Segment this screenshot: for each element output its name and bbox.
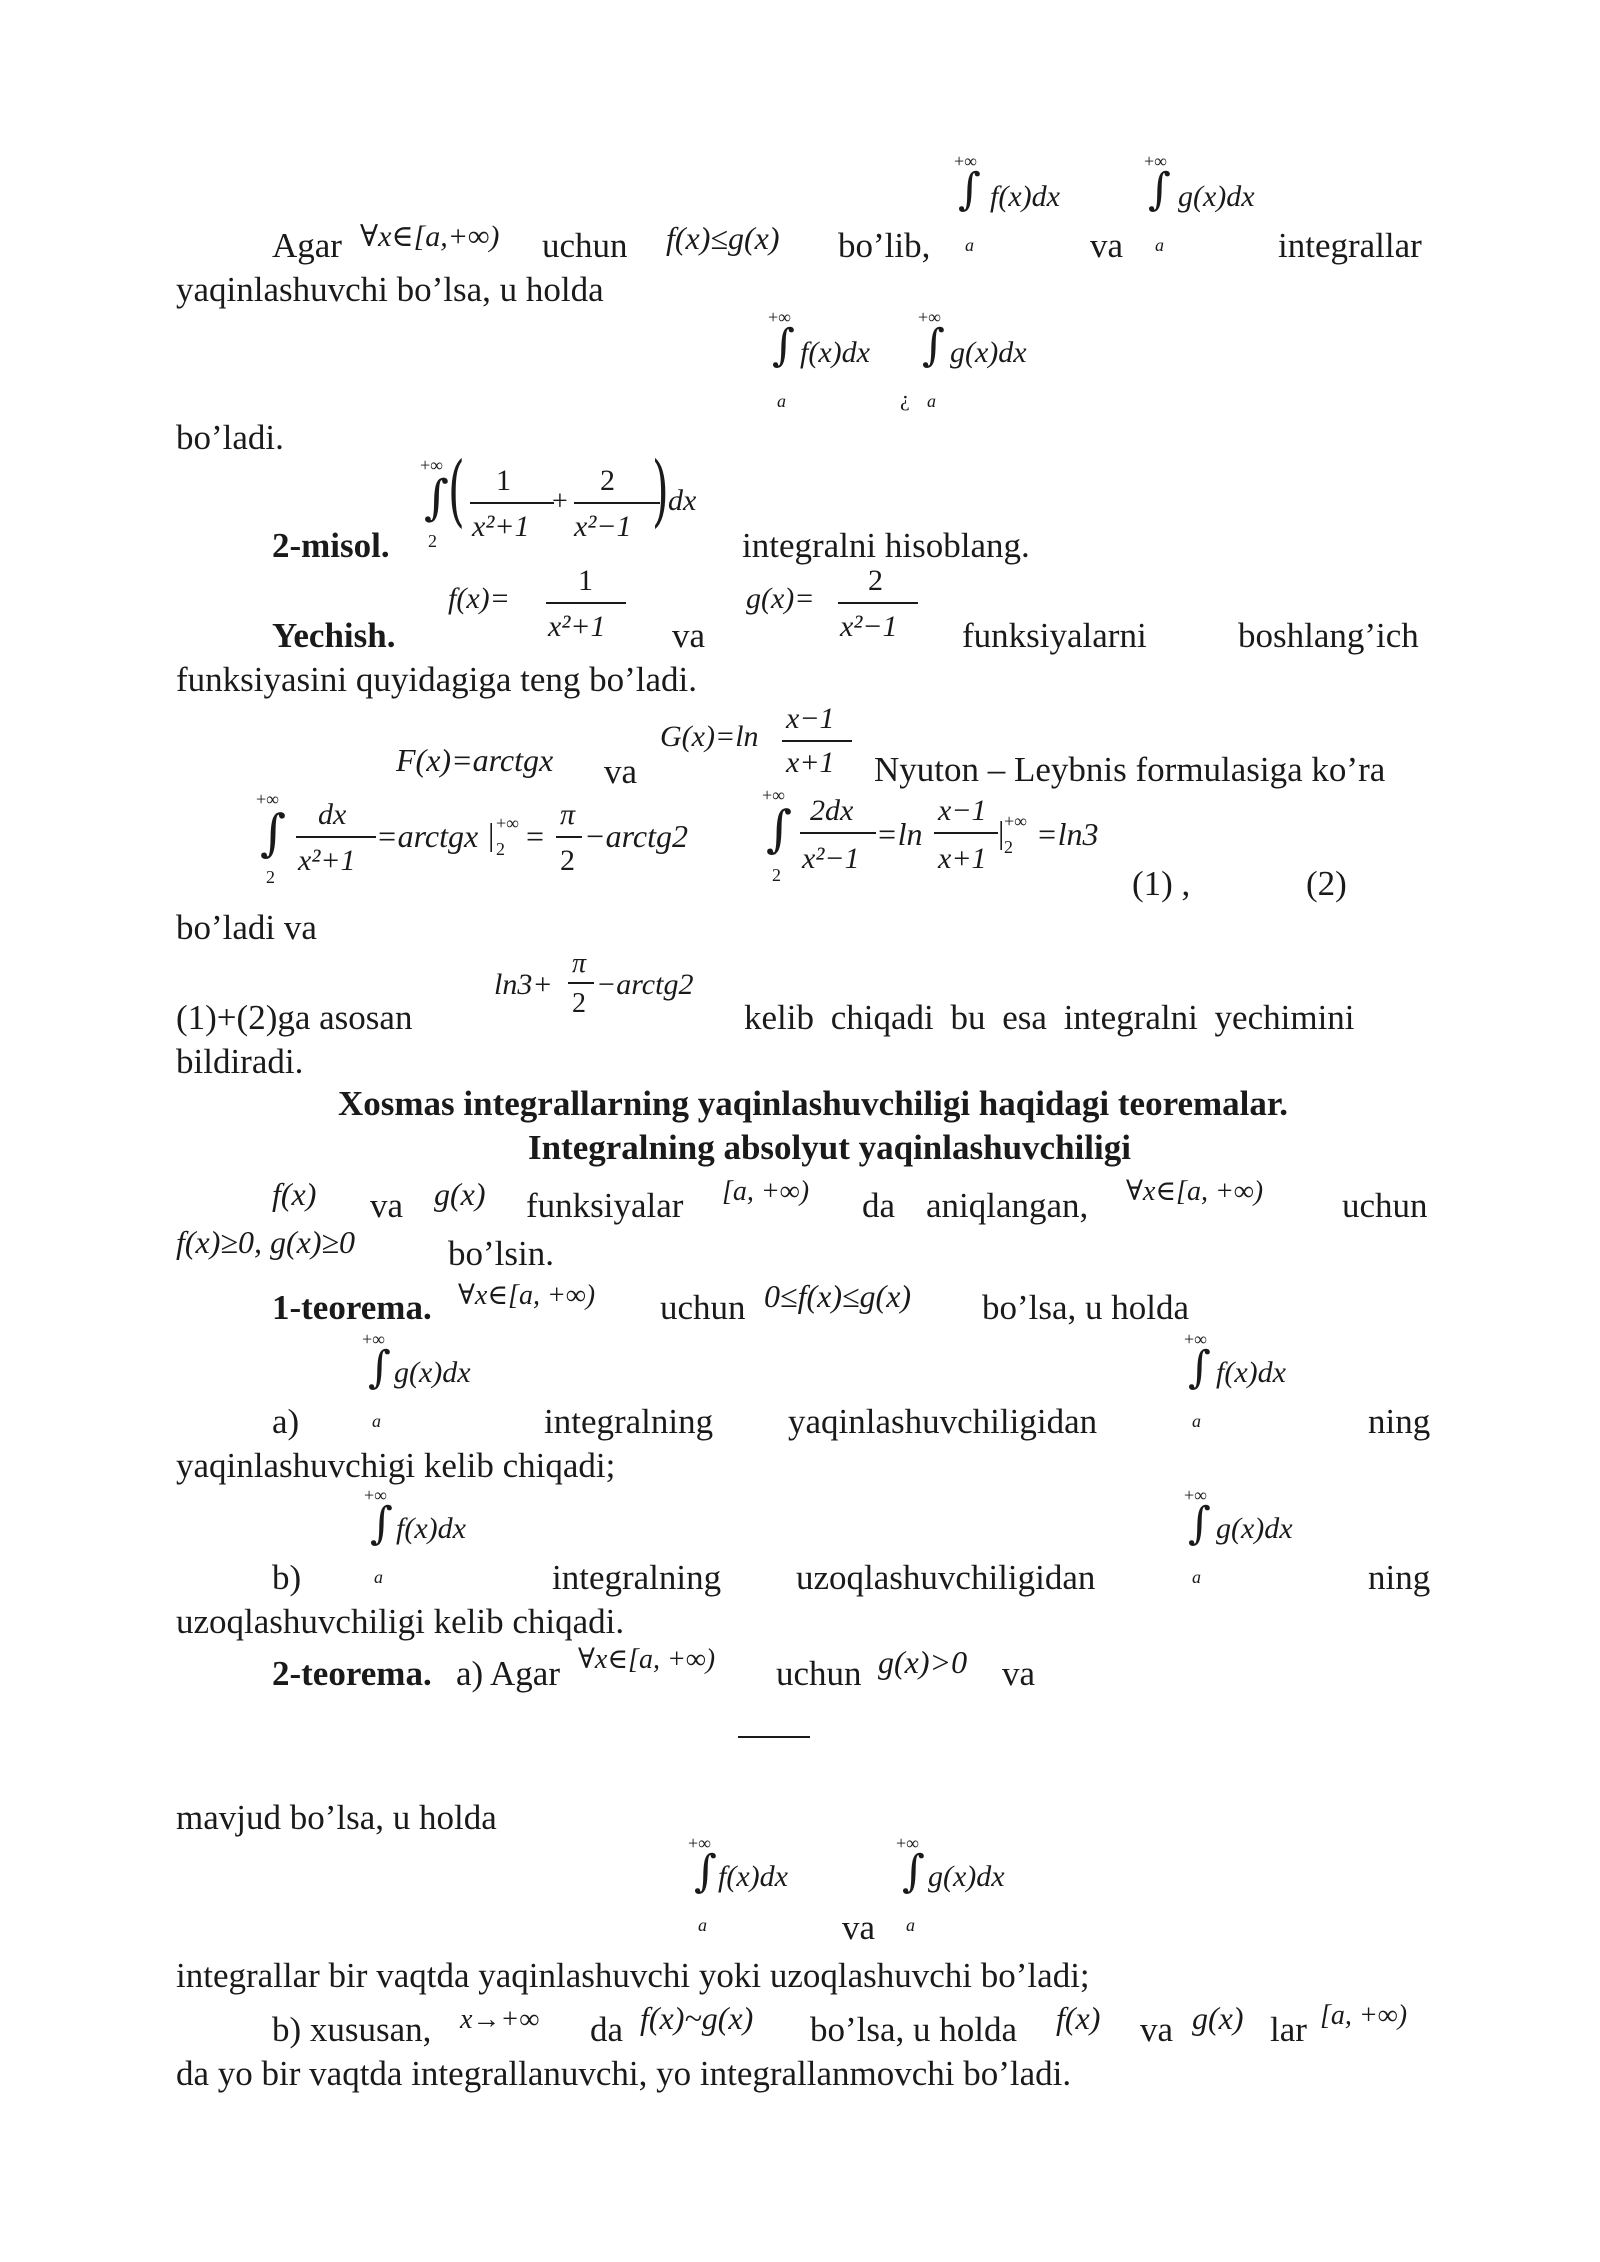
t1-a-ning: ning xyxy=(1368,1402,1431,1441)
integral-sign-icon: ∫ xyxy=(424,470,450,526)
text-va-2: va xyxy=(672,616,706,655)
text-misol-tail: integralni hisoblang. xyxy=(742,526,1030,565)
frac2-line xyxy=(574,502,660,504)
limit-placeholder-line xyxy=(738,1736,810,1738)
text-line-2: yaqinlashuvchi bo’lsa, u holda xyxy=(176,270,604,309)
eq2-fden: x+1 xyxy=(938,842,987,875)
text-yechish-line2: funksiyasini quyidagiga teng bo’ladi. xyxy=(176,660,698,699)
def-funksiyalar: funksiyalar xyxy=(526,1186,684,1225)
lower-limit: a xyxy=(372,1411,381,1431)
integral-sign-icon: ∫ xyxy=(260,804,287,862)
def-bolsin: bo’lsin. xyxy=(448,1234,554,1273)
eq2-ln3: =ln3 xyxy=(1036,816,1099,852)
def-fx: f(x) xyxy=(272,1176,317,1212)
text-integrallar: integrallar xyxy=(1278,226,1422,265)
def-da: da xyxy=(862,1186,896,1225)
result-pi: π xyxy=(572,948,587,979)
result-pi-line xyxy=(568,982,594,984)
t2-cond: g(x)>0 xyxy=(878,1644,968,1680)
t2-b-fx: f(x) xyxy=(1056,2000,1101,2036)
t2-b-va: va xyxy=(1140,2010,1174,2049)
t1-b-ning: ning xyxy=(1368,1558,1431,1597)
t2-b-line2: da yo bir vaqtda integrallanuvchi, yo integrallanmovchi bo’ladi. xyxy=(176,2054,1072,2093)
def-aniqlangan: aniqlangan, xyxy=(926,1186,1089,1225)
upper-limit: +∞ xyxy=(918,307,941,327)
def-interval: [a, +∞) xyxy=(722,1176,810,1207)
eq2-fnum: x−1 xyxy=(938,794,987,827)
integral-sign-icon: ∫ xyxy=(766,800,793,858)
eq2-den: x²−1 xyxy=(802,842,860,875)
lower-limit: a xyxy=(1192,1567,1201,1587)
upper-limit: +∞ xyxy=(896,1833,919,1853)
result-line2: bildiradi. xyxy=(176,1042,304,1081)
t1-b-line2: uzoqlashuvchiligi kelib chiqadi. xyxy=(176,1602,625,1641)
integral-sign-icon: ∫ xyxy=(958,164,981,215)
integral-sign-icon: ∫ xyxy=(368,1342,391,1393)
eq2-tag: (2) xyxy=(1306,864,1347,903)
lower-limit: 2 xyxy=(772,865,781,885)
integrand: f(x)dx xyxy=(990,180,1060,213)
t1-forall: ∀x∈[a, +∞) xyxy=(458,1280,596,1311)
t1-a-line2: yaqinlashuvchigi kelib chiqadi; xyxy=(176,1446,616,1485)
text-va-3: va xyxy=(604,752,638,791)
frac2-den: x²−1 xyxy=(574,510,632,543)
text-va-1: va xyxy=(1090,226,1124,265)
def-forall: ∀x∈[a, +∞) xyxy=(1126,1176,1264,1207)
upper-limit: +∞ xyxy=(364,1485,387,1505)
t2-b-bolsa: bo’lsa, u holda xyxy=(810,2010,1018,2049)
upper-limit: +∞ xyxy=(1184,1485,1207,1505)
label-yechish: Yechish. xyxy=(272,616,396,655)
result-ln3: ln3+ xyxy=(494,968,553,1001)
upper-limit: +∞ xyxy=(768,307,791,327)
integral-sign-icon: ∫ xyxy=(370,1498,393,1549)
eq1-equals: = xyxy=(526,818,545,854)
lower-limit: 2 xyxy=(266,867,275,887)
t2-b-limit: x→+∞ xyxy=(460,2004,540,2035)
t1-cond: 0≤f(x)≤g(x) xyxy=(764,1278,912,1314)
result-two: 2 xyxy=(572,988,586,1019)
t2-b-gx: g(x) xyxy=(1192,2000,1244,2036)
eq2-fline xyxy=(934,832,998,834)
lower-limit: a xyxy=(927,391,936,411)
integral-sign-icon: ∫ xyxy=(1148,164,1171,215)
f-frac-line xyxy=(546,602,626,604)
t1-a-yaqin: yaqinlashuvchiligidan xyxy=(788,1402,1098,1441)
plus-sign: + xyxy=(552,486,568,517)
integrand: g(x)dx xyxy=(394,1356,471,1389)
t2-b-lar: lar xyxy=(1270,2010,1307,2049)
lower-limit: a xyxy=(1155,235,1164,255)
integral-sign-icon: ∫ xyxy=(1188,1498,1211,1549)
G-lhs: G(x)=ln xyxy=(660,720,759,753)
frac1-den: x²+1 xyxy=(472,510,530,543)
integrand: g(x)dx xyxy=(950,336,1027,369)
text-nyuton: Nyuton – Leybnis formulasiga ko’ra xyxy=(874,750,1386,789)
g-den: x²−1 xyxy=(840,610,898,643)
math-forall-1: ∀x∈[a,+∞) xyxy=(360,220,500,253)
upper-limit: +∞ xyxy=(762,785,785,805)
result-prefix: (1)+(2)ga asosan xyxy=(176,998,413,1037)
eq1-frac-line xyxy=(296,836,376,838)
t1-b-integralning: integralning xyxy=(552,1558,722,1597)
upper-limit: +∞ xyxy=(1184,1329,1207,1349)
t1-b-label: b) xyxy=(272,1558,302,1597)
eq1-pi: π xyxy=(560,798,576,831)
t2-b-prefix: b) xususan, xyxy=(272,2010,432,2049)
def-gx: g(x) xyxy=(434,1176,486,1212)
upper-limit: +∞ xyxy=(362,1329,385,1349)
lower-limit: a xyxy=(777,391,786,411)
integral-sign-icon: ∫ xyxy=(772,320,795,371)
eq1-arctg2: −arctg2 xyxy=(584,818,688,854)
def-cond: f(x)≥0, g(x)≥0 xyxy=(176,1224,356,1260)
upper-limit: +∞ xyxy=(1144,151,1167,171)
upper-limit: +∞ xyxy=(954,151,977,171)
F-primitive: F(x)=arctgx xyxy=(396,742,554,778)
lower-limit: a xyxy=(1192,1411,1201,1431)
eq1-bar: | xyxy=(488,816,495,852)
eq2-frac-line xyxy=(800,832,876,834)
eq1-pi-line xyxy=(556,836,582,838)
t2-b-interval: [a, +∞) xyxy=(1320,2000,1408,2031)
heading-absolute: Integralning absolyut yaqinlashuvchiligi xyxy=(528,1128,1131,1167)
text-boladi-va: bo’ladi va xyxy=(176,908,317,947)
eq1-bar-lower: 2 xyxy=(496,839,505,859)
lower-limit: a xyxy=(965,235,974,255)
t2-a: a) Agar xyxy=(456,1654,560,1693)
integrand: f(x)dx xyxy=(800,336,870,369)
math-f-le-g: f(x)≤g(x) xyxy=(666,220,780,256)
text-boladi: bo’ladi. xyxy=(176,418,284,457)
lower-limit: 2 xyxy=(428,531,437,551)
text-funksiyalarni: funksiyalarni xyxy=(962,616,1147,655)
lower-limit: a xyxy=(906,1915,915,1935)
eq2-bar: | xyxy=(998,814,1005,850)
label-teorema-1: 1-teorema. xyxy=(272,1288,432,1327)
t2-va: va xyxy=(1002,1654,1036,1693)
eq2-num: 2dx xyxy=(810,794,854,827)
G-frac-line xyxy=(782,740,852,742)
frac1-line xyxy=(470,502,554,504)
text-boshlangich: boshlang’ich xyxy=(1238,616,1419,655)
t2-b-equiv: f(x)~g(x) xyxy=(640,2000,754,2036)
integral-sign-icon: ∫ xyxy=(902,1846,925,1897)
eq2-ln: =ln xyxy=(876,816,923,852)
g-num: 2 xyxy=(868,564,883,597)
f-lhs: f(x)= xyxy=(448,582,510,615)
integral-sign-icon: ∫ xyxy=(922,320,945,371)
t2-va2: va xyxy=(842,1908,876,1947)
eq2-bar-lower: 2 xyxy=(1004,837,1013,857)
symbol-inverted-question: ¿ xyxy=(900,386,910,411)
frac1-num: 1 xyxy=(496,464,511,497)
t1-a-label: a) xyxy=(272,1402,300,1441)
upper-limit: +∞ xyxy=(688,1833,711,1853)
integrand: g(x)dx xyxy=(928,1860,1005,1893)
heading-theorems: Xosmas integrallarning yaqinlashuvchiligi haqidagi teoremalar. xyxy=(338,1084,1288,1123)
text-bolib: bo’lib, xyxy=(838,226,931,265)
f-den: x²+1 xyxy=(548,610,606,643)
integrand: f(x)dx xyxy=(396,1512,466,1545)
integrand: f(x)dx xyxy=(1216,1356,1286,1389)
integrand: g(x)dx xyxy=(1216,1512,1293,1545)
eq1-num: dx xyxy=(318,798,347,831)
lower-limit: a xyxy=(698,1915,707,1935)
paren-right: ) xyxy=(652,446,669,536)
t1-tail: bo’lsa, u holda xyxy=(982,1288,1190,1327)
f-num: 1 xyxy=(578,564,593,597)
text-agar: Agar xyxy=(272,226,342,265)
integrand: g(x)dx xyxy=(1178,180,1255,213)
t2-line3: integrallar bir vaqtda yaqinlashuvchi yoki uzoqlashuvchi bo’ladi; xyxy=(176,1956,1090,1995)
t2-uchun: uchun xyxy=(776,1654,862,1693)
eq1-den: x²+1 xyxy=(298,844,356,877)
label-teorema-2: 2-teorema. xyxy=(272,1654,432,1693)
t2-forall: ∀x∈[a, +∞) xyxy=(578,1644,716,1675)
t2-line2: mavjud bo’lsa, u holda xyxy=(176,1798,497,1837)
paren-left: ( xyxy=(448,446,465,536)
upper-limit: +∞ xyxy=(256,789,279,809)
upper-limit: +∞ xyxy=(420,455,443,475)
result-arctg: −arctg2 xyxy=(596,968,694,1001)
dx: dx xyxy=(668,484,697,517)
integrand: f(x)dx xyxy=(718,1860,788,1893)
integral-sign-icon: ∫ xyxy=(1188,1342,1211,1393)
eq2-bar-upper: +∞ xyxy=(1004,811,1027,831)
integral-sign-icon: ∫ xyxy=(694,1846,717,1897)
def-va: va xyxy=(370,1186,404,1225)
frac2-num: 2 xyxy=(600,464,615,497)
def-uchun: uchun xyxy=(1342,1186,1428,1225)
t1-b-uzoq: uzoqlashuvchiligidan xyxy=(796,1558,1096,1597)
t2-b-da: da xyxy=(590,2010,624,2049)
eq1-two: 2 xyxy=(560,844,575,877)
G-num: x−1 xyxy=(786,702,835,735)
t1-uchun: uchun xyxy=(660,1288,746,1327)
result-suffix: kelib chiqadi bu esa integralni yechimini xyxy=(744,998,1355,1037)
t1-a-integralning: integralning xyxy=(544,1402,714,1441)
eq1-bar-upper: +∞ xyxy=(496,813,519,833)
text-uchun-1: uchun xyxy=(542,226,628,265)
label-misol: 2-misol. xyxy=(272,526,390,565)
g-frac-line xyxy=(838,602,918,604)
g-lhs: g(x)= xyxy=(746,582,815,615)
eq1-arctgx: =arctgx xyxy=(376,818,479,854)
lower-limit: a xyxy=(374,1567,383,1587)
G-den: x+1 xyxy=(786,746,835,779)
eq1-tag: (1) , xyxy=(1132,864,1191,903)
